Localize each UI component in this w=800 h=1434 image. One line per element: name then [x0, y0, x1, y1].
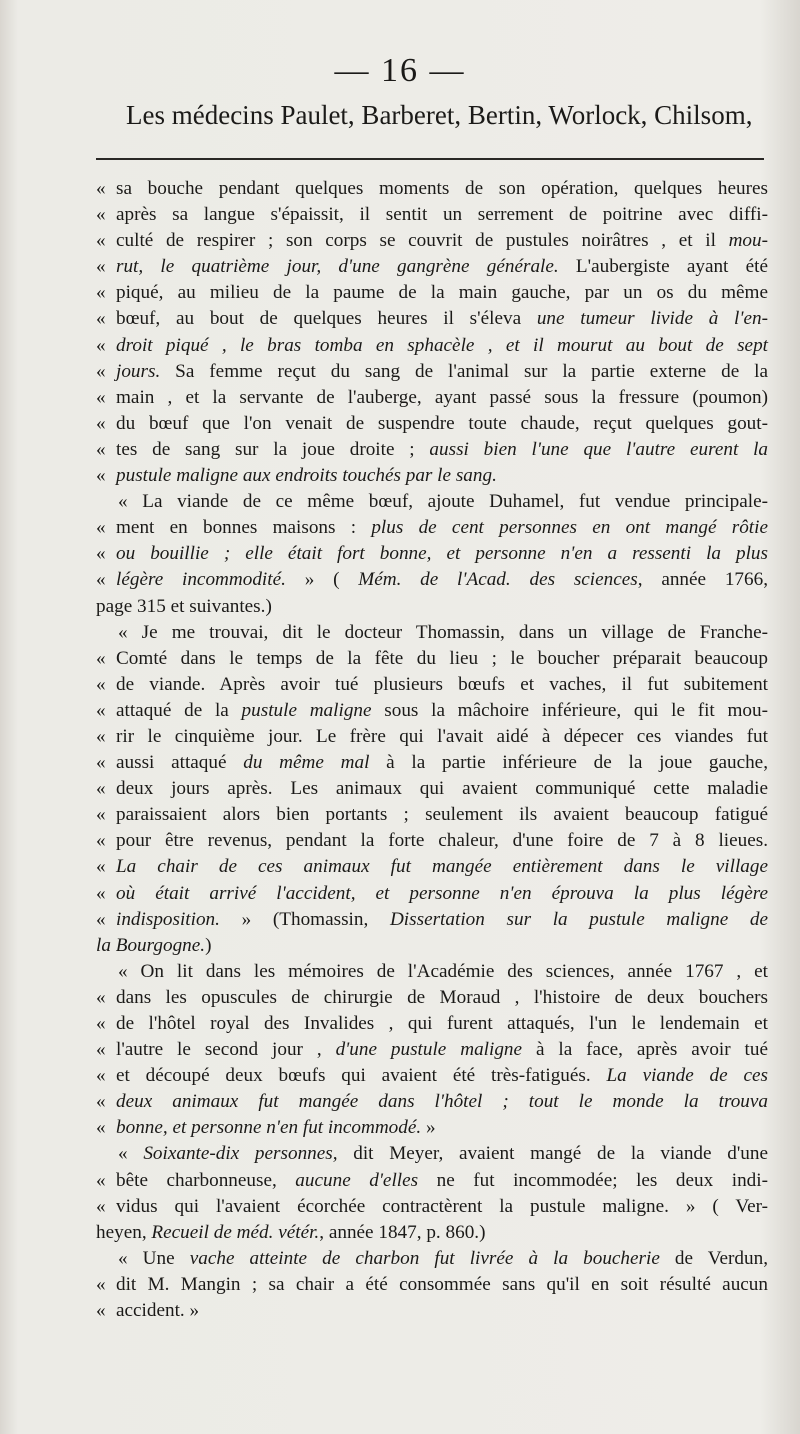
- text-span: l'autre le second jour ,: [116, 1039, 336, 1061]
- text-span: à la face, après avoir tué: [522, 1039, 768, 1061]
- italic-span: pustule maligne aux endroits touchés par le sang.: [116, 465, 497, 487]
- text-span: »: [421, 1117, 436, 1139]
- text-span: sous la mâchoire inférieure, qui le fit mou-: [371, 699, 768, 721]
- text-line: [96, 802, 768, 828]
- italic-span: bonne, et personne n'en fut incommodé.: [116, 1117, 422, 1139]
- text-span: ): [205, 934, 212, 956]
- text-line: [96, 306, 768, 332]
- quote-mark: «: [96, 830, 106, 852]
- text-line: [96, 176, 768, 202]
- italic-span: aucune d'elles: [295, 1169, 419, 1191]
- running-head: Les médecins Paulet, Barberet, Bertin, Worlock, Chilsom,: [126, 100, 753, 130]
- text-span: aussi attaqué: [116, 752, 244, 774]
- quote-mark: «: [96, 230, 106, 252]
- italic-span: Recueil de méd. vétér.: [151, 1221, 320, 1243]
- quote-mark: «: [96, 673, 106, 695]
- text-line: [96, 959, 768, 985]
- text-span: du bœuf que l'on venait de suspendre toute chaude, reçut quelques gout-: [116, 412, 768, 434]
- italic-span: mou-: [728, 230, 768, 252]
- quote-mark: «: [96, 1195, 106, 1217]
- text-span: accident. »: [116, 1300, 200, 1322]
- text-span: « On lit dans les mémoires de l'Académie des sciences, année 1767 , et: [118, 960, 768, 982]
- text-line: [96, 933, 768, 959]
- text-line: [96, 1272, 768, 1298]
- text-line: [96, 724, 768, 750]
- body-text: [96, 176, 768, 1324]
- text-line: [96, 333, 768, 359]
- quote-mark: «: [96, 308, 106, 330]
- text-line: [96, 672, 768, 698]
- italic-span: plus de cent personnes en ont mangé rôtie: [371, 517, 768, 539]
- text-span: dit Meyer, avaient mangé de la viande d'une: [337, 1143, 768, 1165]
- header-rule: [96, 158, 764, 160]
- text-span: main , et la servante de l'auberge, ayant passé sous la fressure (poumon): [116, 386, 768, 408]
- text-span: Comté dans le temps de la fête du lieu ; le boucher préparait beaucoup: [116, 647, 768, 669]
- text-span: L'aubergiste ayant été: [558, 256, 768, 278]
- quote-mark: «: [96, 804, 106, 826]
- quote-mark: «: [96, 1117, 106, 1139]
- text-span: , année 1766,: [637, 569, 769, 591]
- text-span: page 315 et suivantes.): [96, 595, 272, 617]
- text-line: [96, 620, 768, 646]
- text-span: tes de sang sur la joue droite ;: [116, 438, 430, 460]
- text-line: [96, 280, 768, 306]
- italic-span: Soixante-dix personnes,: [143, 1143, 338, 1165]
- text-line: [96, 254, 768, 280]
- text-line: [96, 1115, 768, 1141]
- text-span: paraissaient alors bien portants ; seulement ils avaient beaucoup fatigué: [116, 804, 768, 826]
- text-line: [96, 202, 768, 228]
- text-span: » (Thomassin,: [219, 908, 390, 930]
- text-line: [96, 828, 768, 854]
- text-span: dit M. Mangin ; sa chair a été consommée sans qu'il en soit résulté aucun: [116, 1273, 768, 1295]
- text-line: [96, 907, 768, 933]
- text-line: [96, 881, 768, 907]
- text-line: [96, 463, 768, 489]
- text-line: [96, 854, 768, 880]
- quote-mark: «: [96, 1300, 106, 1322]
- text-span: après sa langue s'épaissit, il sentit un serrement de poitrine avec diffi-: [116, 204, 768, 226]
- italic-span: La viande de ces: [606, 1065, 768, 1087]
- quote-mark: «: [96, 1065, 106, 1087]
- quote-mark: «: [96, 412, 106, 434]
- text-span: » (: [285, 569, 359, 591]
- text-span: « Une: [118, 1247, 190, 1269]
- text-span: de l'hôtel royal des Invalides , qui furent attaqués, l'un le lendemain et: [116, 1013, 768, 1034]
- text-span: «: [118, 1143, 144, 1165]
- text-line: [96, 359, 768, 385]
- italic-span: deux animaux fut mangée dans l'hôtel ; tout le monde la trouva: [116, 1091, 768, 1113]
- text-line: [96, 1220, 768, 1246]
- italic-span: ou bouillie ; elle était fort bonne, et personne n'en a ressenti la plus: [116, 543, 768, 565]
- quote-mark: «: [96, 1013, 106, 1034]
- italic-span: d'une pustule maligne: [335, 1039, 523, 1061]
- text-line: [96, 1141, 768, 1167]
- page-number: — 16 —: [334, 52, 466, 89]
- quote-mark: «: [96, 1273, 106, 1295]
- quote-mark: «: [96, 908, 106, 930]
- text-line: [96, 385, 768, 411]
- text-span: bœuf, au bout de quelques heures il s'éleva: [116, 308, 537, 330]
- text-line: [96, 1089, 768, 1115]
- quote-mark: «: [96, 438, 106, 460]
- quote-mark: «: [96, 465, 106, 487]
- quote-mark: «: [96, 986, 106, 1008]
- quote-mark: «: [96, 725, 106, 747]
- text-line: [96, 1037, 768, 1063]
- quote-mark: «: [96, 882, 106, 904]
- text-line: [96, 1011, 768, 1037]
- text-line: [96, 985, 768, 1011]
- text-span: deux jours après. Les animaux qui avaient communiqué cette maladie: [116, 778, 768, 800]
- quote-mark: «: [96, 778, 106, 800]
- text-line: [96, 567, 768, 593]
- text-span: heyen,: [96, 1221, 152, 1243]
- text-span: attaqué de la: [116, 699, 242, 721]
- text-line: [96, 1168, 768, 1194]
- text-span: , année 1847, p. 860.): [319, 1221, 486, 1243]
- text-line: [96, 1063, 768, 1089]
- text-line: [96, 228, 768, 254]
- italic-span: une tumeur livide à l'en-: [536, 308, 768, 330]
- text-span: « Je me trouvai, dit le docteur Thomassin, dans un village de Franche-: [118, 621, 768, 643]
- italic-span: pustule maligne: [241, 699, 372, 721]
- italic-span: Mém. de l'Acad. des sciences: [358, 569, 638, 591]
- text-span: bête charbonneuse,: [116, 1169, 296, 1191]
- text-line: [96, 776, 768, 802]
- text-line: [96, 750, 768, 776]
- text-span: dans les opuscules de chirurgie de Moraud , l'histoire de deux bouchers: [116, 986, 768, 1008]
- quote-mark: «: [96, 1169, 106, 1191]
- text-line: [96, 489, 768, 515]
- quote-mark: «: [96, 204, 106, 226]
- quote-mark: «: [96, 699, 106, 721]
- quote-mark: «: [96, 178, 106, 199]
- italic-span: vache atteinte de charbon fut livrée à la boucherie: [189, 1247, 660, 1269]
- text-span: pour être revenus, pendant la forte chaleur, d'une foire de 7 à 8 lieues.: [116, 830, 768, 852]
- italic-span: du même mal: [243, 752, 370, 774]
- quote-mark: «: [96, 334, 106, 356]
- text-span: piqué, au milieu de la paume de la main gauche, par un os du même: [116, 282, 768, 304]
- italic-span: jours.: [116, 360, 161, 382]
- quote-mark: «: [96, 282, 106, 304]
- text-span: culté de respirer ; son corps se couvrit de pustules noirâtres , et il: [116, 230, 729, 252]
- text-line: [96, 515, 768, 541]
- quote-mark: «: [96, 386, 106, 408]
- italic-span: aussi bien l'une que l'autre eurent la: [429, 438, 768, 460]
- quote-mark: «: [96, 517, 106, 539]
- text-line: [96, 411, 768, 437]
- text-span: de viande. Après avoir tué plusieurs bœufs et vaches, il fut subitement: [116, 673, 768, 695]
- quote-mark: «: [96, 360, 106, 382]
- text-span: ne fut incommodée; les deux indi-: [418, 1169, 768, 1191]
- quote-mark: «: [96, 256, 106, 278]
- text-span: à la partie inférieure de la joue gauche,: [369, 752, 768, 774]
- text-span: sa bouche pendant quelques moments de son opération, quelques heures: [116, 178, 768, 199]
- text-line: [96, 541, 768, 567]
- quote-mark: «: [96, 569, 106, 591]
- italic-span: légère incommodité.: [116, 569, 286, 591]
- quote-mark: «: [96, 856, 106, 878]
- text-line: [96, 646, 768, 672]
- quote-mark: «: [96, 1039, 106, 1061]
- italic-span: Dissertation sur la pustule maligne de: [389, 908, 768, 930]
- quote-mark: «: [96, 543, 106, 565]
- text-line: [96, 1194, 768, 1220]
- italic-span: la Bourgogne.: [96, 934, 206, 956]
- text-line: [96, 1246, 768, 1272]
- quote-mark: «: [96, 752, 106, 774]
- quote-mark: «: [96, 1091, 106, 1113]
- text-line: [96, 1298, 768, 1324]
- italic-span: où était arrivé l'accident, et personne n'en éprouva la plus légère: [116, 882, 768, 904]
- text-span: de Verdun,: [659, 1247, 768, 1269]
- text-line: [96, 594, 768, 620]
- italic-span: rut, le quatrième jour, d'une gangrène générale.: [116, 256, 559, 278]
- text-line: [96, 698, 768, 724]
- text-line: [96, 437, 768, 463]
- italic-span: indisposition.: [116, 908, 220, 930]
- text-span: ment en bonnes maisons :: [116, 517, 372, 539]
- text-span: « La viande de ce même bœuf, ajoute Duhamel, fut vendue principale-: [118, 491, 768, 513]
- text-span: et découpé deux bœufs qui avaient été très-fatigués.: [116, 1065, 607, 1087]
- italic-span: La chair de ces animaux fut mangée entièrement dans le village: [116, 856, 768, 878]
- quote-mark: «: [96, 647, 106, 669]
- text-span: rir le cinquième jour. Le frère qui l'avait aidé à dépecer ces viandes fut: [116, 725, 768, 747]
- text-span: Sa femme reçut du sang de l'animal sur la partie externe de la: [160, 360, 768, 382]
- italic-span: droit piqué , le bras tomba en sphacèle , et il mourut au bout de sept: [116, 334, 768, 356]
- text-span: vidus qui l'avaient écorchée contractèrent la pustule maligne. » ( Ver-: [116, 1195, 768, 1217]
